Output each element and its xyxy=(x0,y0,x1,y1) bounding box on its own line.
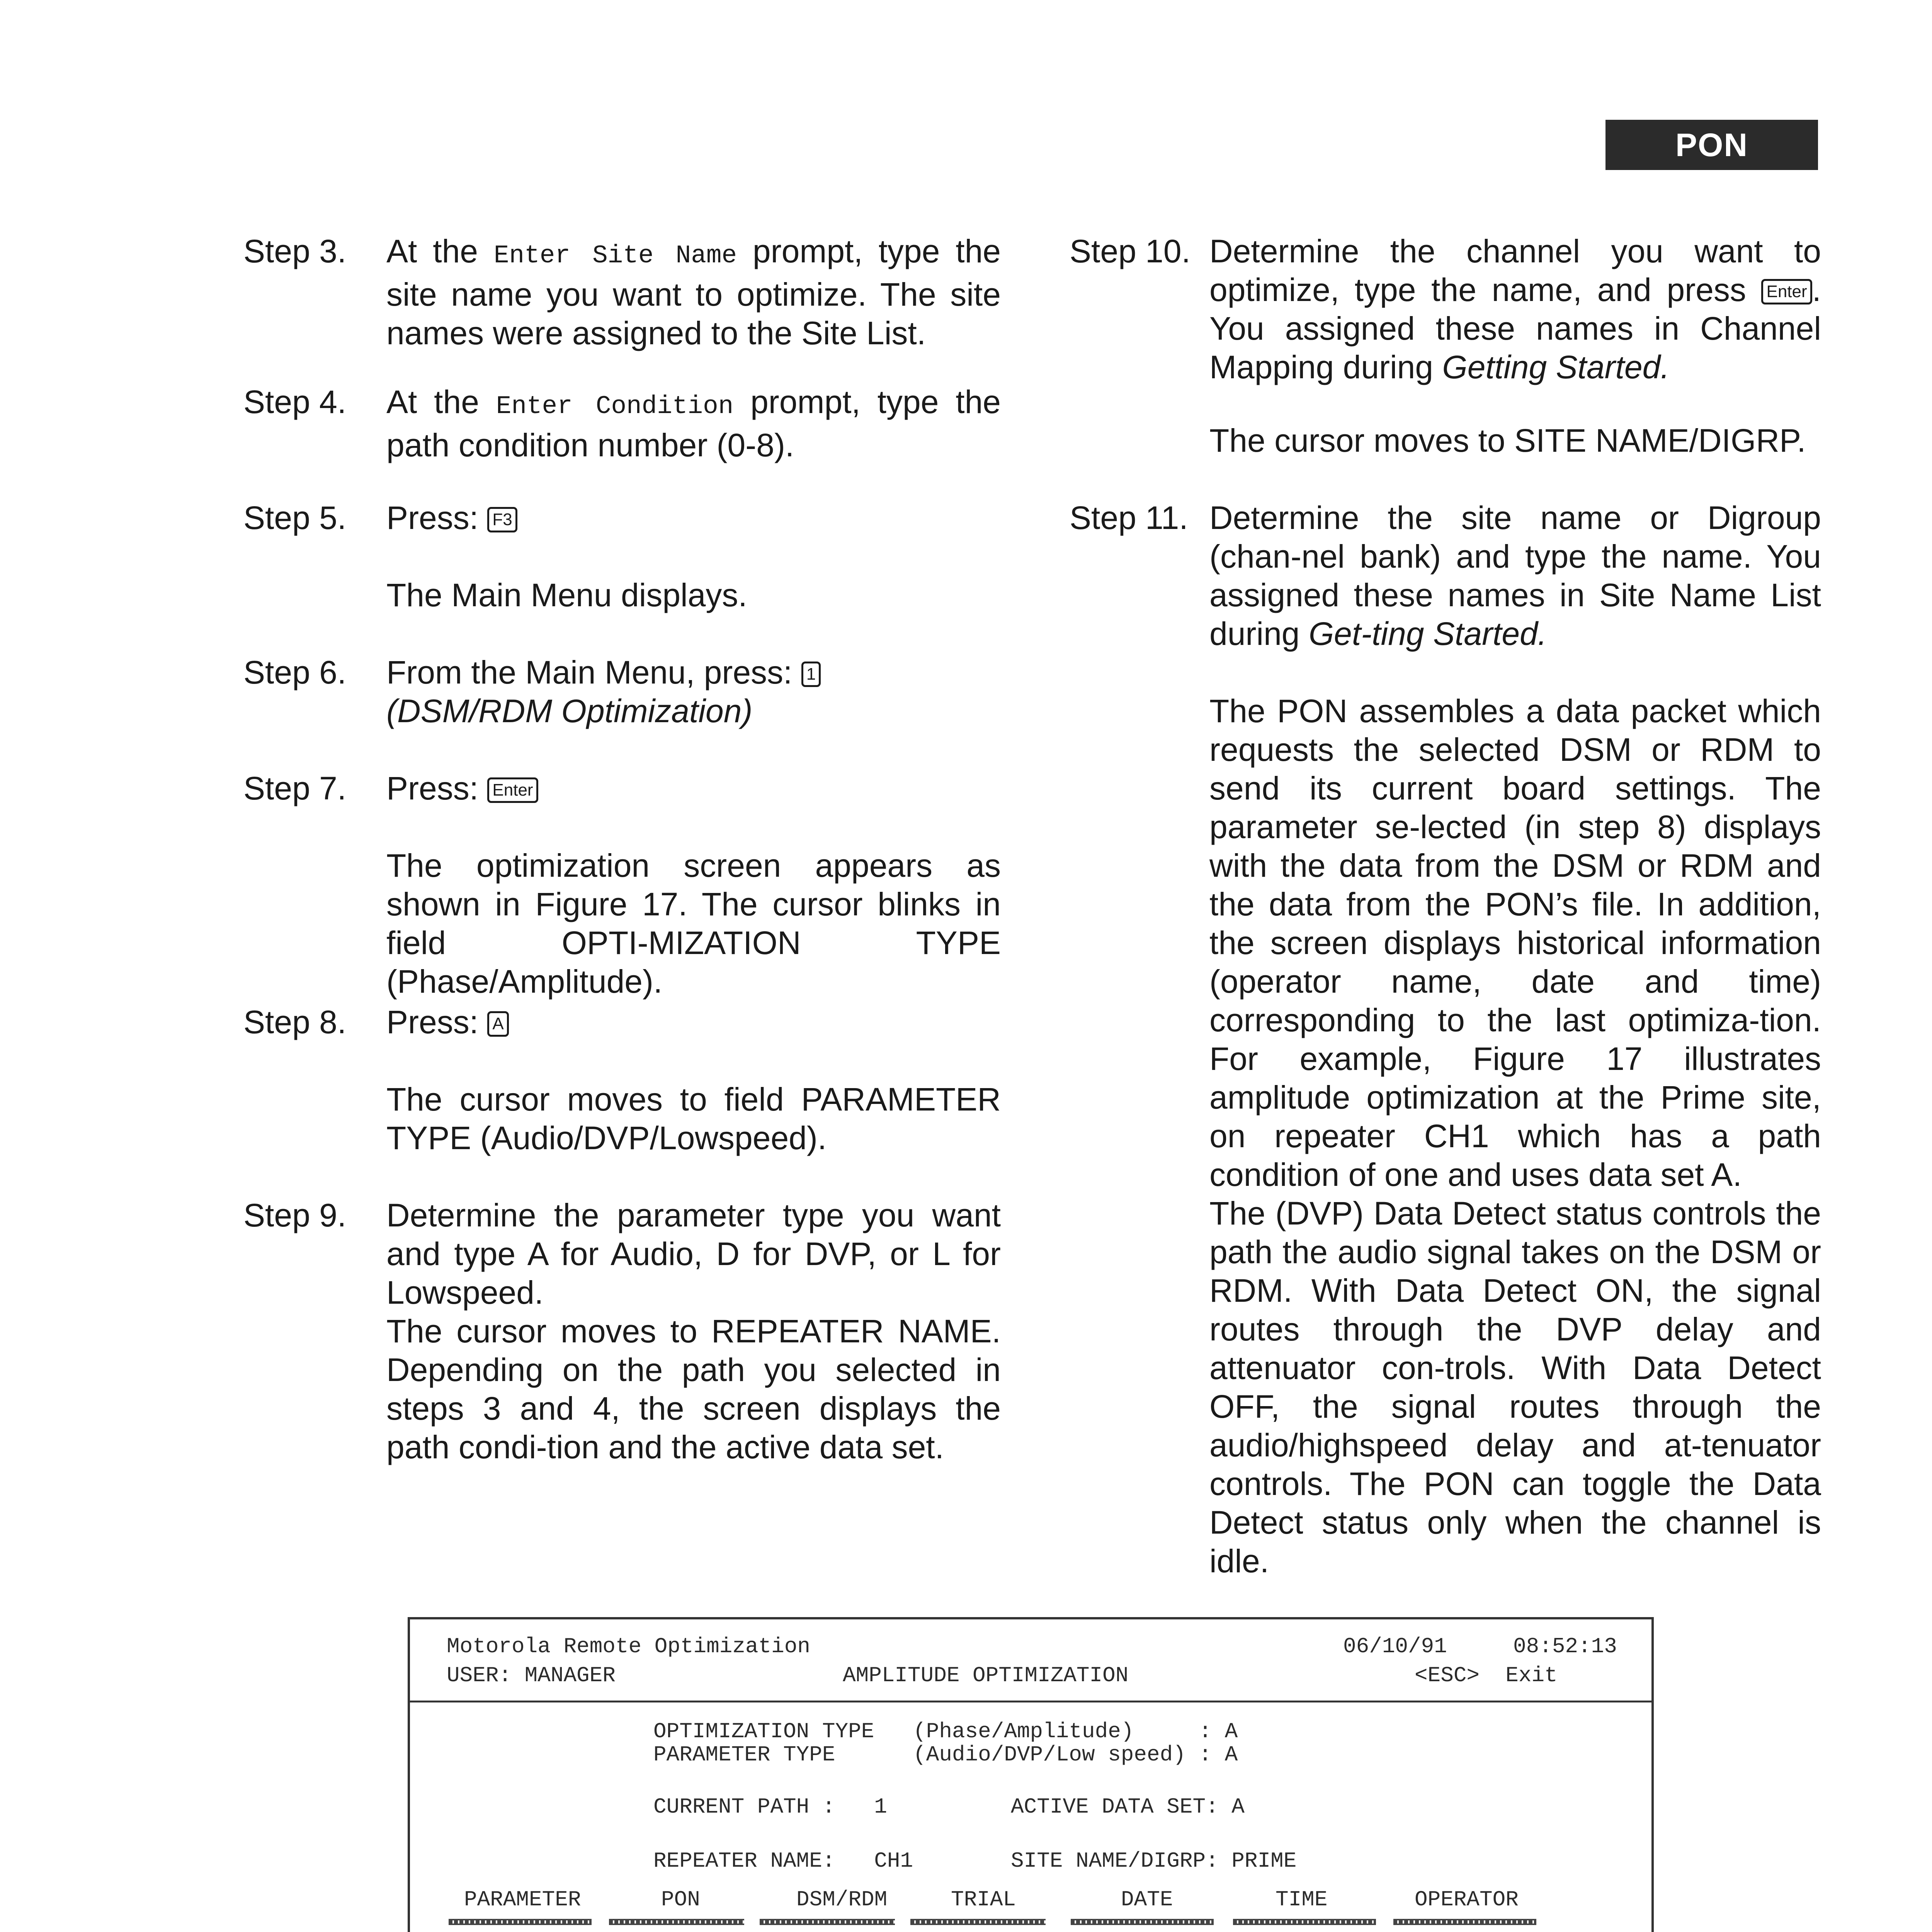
step-paragraph: The PON assembles a data packet which requests the selected DSM or RDM to send its current board settings. The parameter se-lected (in step 8) displays with the data from the DSM or RDM and the data from the PON’s file. In addition, the screen displays historical information (operator name, date and time) corresponding to the last optimiza-tion. For example, Figure 17 illustrates amplitude optimization at the Prime site, on repeater CH1 which has a path condition of one and uses data set A. xyxy=(1209,693,1821,1193)
text-run: Press: xyxy=(386,500,488,536)
col-operator: OPERATOR xyxy=(1415,1887,1519,1912)
text-run: Determine the site name or Digroup (chan-nel bank) and type the name. You assigned these names in Site Name List during xyxy=(1209,500,1821,652)
column-underline xyxy=(449,1919,592,1925)
text-run: . You assigned these names in Channel Mapping during xyxy=(1209,272,1821,385)
step-result: The cursor moves to REPEATER NAME. Depending on the path you selected in steps 3 and 4, the screen displays the path condi-tion and the active data set. xyxy=(386,1313,1001,1465)
optimization-screen xyxy=(408,1617,1654,1932)
step-text xyxy=(386,1003,1001,1041)
step-label: Step 11. xyxy=(1070,500,1188,536)
column-underline xyxy=(1071,1919,1214,1925)
screen-time: 08:52:13 xyxy=(1513,1634,1617,1659)
prompt-code: Enter Site Name xyxy=(493,241,737,270)
step-label: Step 3. xyxy=(243,233,347,269)
screen-mode: AMPLITUDE OPTIMIZATION xyxy=(843,1663,1129,1688)
step-result: The cursor moves to SITE NAME/DIGRP. xyxy=(1209,422,1806,459)
step-paragraph: The (DVP) Data Detect status controls the path the audio signal takes on the DSM or RDM. With Data Detect ON, the signal routes through the DVP delay and attenuator con-trols. With Data Detect OFF, the signal routes through the audio/highspeed delay and at-tenuator controls. The PON can toggle the Data Detect status only when the channel is idle. xyxy=(1209,1195,1821,1579)
column-underline xyxy=(1233,1919,1376,1925)
step-label: Step 4. xyxy=(243,384,347,420)
column-underline xyxy=(1393,1919,1536,1925)
step-result: The cursor moves to field PARAMETER TYPE (Audio/DVP/Lowspeed). xyxy=(386,1081,1001,1156)
section-tag: PON xyxy=(1605,120,1818,170)
text-run: At the xyxy=(386,384,496,420)
column-underline xyxy=(910,1919,1046,1925)
step-text xyxy=(1209,498,1821,653)
text-run: From the Main Menu, press: xyxy=(386,654,801,690)
screen-date: 06/10/91 xyxy=(1343,1634,1447,1659)
optimization-type-field[interactable]: OPTIMIZATION TYPE (Phase/Amplitude) : A xyxy=(653,1719,1238,1744)
text-run: Press: xyxy=(386,1004,488,1040)
step-text xyxy=(1209,232,1821,386)
enter-key-icon: Enter xyxy=(487,777,538,803)
step-result: The Main Menu displays. xyxy=(386,577,747,613)
step-label: Step 9. xyxy=(243,1197,347,1233)
col-time: TIME xyxy=(1276,1887,1328,1912)
col-trial: TRIAL xyxy=(951,1887,1016,1912)
step-text: Determine the parameter type you want and type A for Audio, D for DVP, or L for Lowspeed. xyxy=(386,1197,1001,1311)
key-1-icon: 1 xyxy=(801,662,821,687)
menu-option: (DSM/RDM Optimization) xyxy=(386,693,753,729)
column-underline xyxy=(760,1919,895,1925)
active-data-set: ACTIVE DATA SET: A xyxy=(1011,1794,1245,1819)
step-result: The optimization screen appears as shown in Figure 17. The cursor blinks in field OPTI-MIZATION TYPE (Phase/Amplitude). xyxy=(386,847,1001,1000)
prompt-code: Enter Condition xyxy=(496,392,734,421)
text-run: Determine the channel you want to optimize, type the name, and press xyxy=(1209,233,1821,308)
reference-title: Get-ting Started. xyxy=(1308,616,1547,652)
f3-key-icon: F3 xyxy=(487,507,517,532)
col-parameter: PARAMETER xyxy=(464,1887,581,1912)
col-date: DATE xyxy=(1121,1887,1173,1912)
text-run: prompt, type the site name you want to optimize. The site names were assigned to the Site List. xyxy=(386,233,1001,351)
screen-user: USER: MANAGER xyxy=(447,1663,616,1688)
text-run: Press: xyxy=(386,770,488,806)
step-text xyxy=(386,232,1001,352)
step-text xyxy=(386,769,1001,808)
current-path: CURRENT PATH : 1 xyxy=(653,1794,887,1819)
step-label: Step 8. xyxy=(243,1004,347,1040)
parameter-type-field[interactable]: PARAMETER TYPE (Audio/DVP/Low speed) : A xyxy=(653,1742,1238,1767)
step-label: Step 6. xyxy=(243,654,347,690)
key-a-icon: A xyxy=(487,1011,509,1037)
reference-title: Getting Started. xyxy=(1442,349,1670,385)
step-text xyxy=(386,498,1001,537)
enter-key-icon: Enter xyxy=(1761,279,1812,304)
step-text xyxy=(386,653,1001,730)
text-run: prompt, type the path condition number (0-8). xyxy=(386,384,1001,463)
column-underline xyxy=(609,1919,744,1925)
col-dsm-rdm: DSM/RDM xyxy=(796,1887,888,1912)
step-label: Step 10. xyxy=(1070,233,1190,269)
text-run: At the xyxy=(386,233,494,269)
step-label: Step 5. xyxy=(243,500,347,536)
screen-title: Motorola Remote Optimization xyxy=(447,1634,810,1659)
esc-exit[interactable]: <ESC> Exit xyxy=(1415,1663,1558,1688)
site-name-field[interactable]: SITE NAME/DIGRP: PRIME xyxy=(1011,1849,1297,1873)
header-divider xyxy=(410,1701,1651,1702)
repeater-name-field[interactable]: REPEATER NAME: CH1 xyxy=(653,1849,913,1873)
step-text xyxy=(386,383,1001,464)
col-pon: PON xyxy=(661,1887,700,1912)
step-label: Step 7. xyxy=(243,770,347,806)
